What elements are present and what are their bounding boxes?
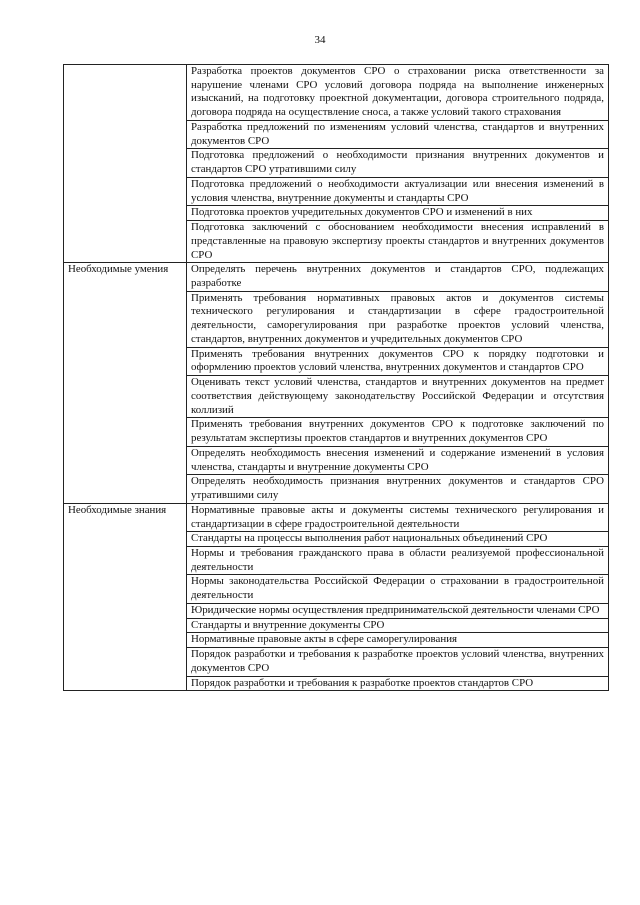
- requirements-table: [63, 64, 609, 691]
- section-label-cell: [64, 503, 187, 691]
- requirement-text: Подготовка предложений о необходимости актуализации или внесения изменений в условия членства, внутренние документы и стандарты СРО: [187, 177, 609, 205]
- requirement-text: Применять требования нормативных правовых актов и документов системы технического регулирования и стандартизации в сфере градостроительной деятельности, саморегулирования при разработке проектов условий членства, стандартов, внутренних документов и учредительных документов СРО: [187, 291, 609, 347]
- requirement-text: Подготовка заключений с обоснованием необходимости внесения исправлений в представленные на правовую экспертизу проекты стандартов и внутренних документов СРО: [187, 221, 609, 263]
- requirement-text: Нормативные правовые акты и документы системы технического регулирования и стандартизации в сфере градостроительной деятельности: [187, 503, 609, 531]
- requirement-text: Применять требования внутренних документов СРО к порядку подготовки и оформлению проектов условий членства, внутренних документов и стандартов СРО: [187, 347, 609, 375]
- requirement-text: Нормы и требования гражданского права в области реализуемой профессиональной деятельности: [187, 546, 609, 574]
- requirement-text: Определять перечень внутренних документов и стандартов СРО, подлежащих разработке: [187, 263, 609, 291]
- requirement-text: Разработка проектов документов СРО о страховании риска ответственности за нарушение членами СРО условий договора подряда на выполнение инженерных изысканий, на подготовку проектной документации, договора строительного подряда, договора подряда на осуществление сноса, а также условий такого страхования: [187, 65, 609, 121]
- requirement-text: Стандарты и внутренние документы СРО: [187, 618, 609, 633]
- requirement-text: Разработка предложений по изменениям условий членства, стандартов и внутренних документов СРО: [187, 120, 609, 148]
- section-label: Необходимые умения: [68, 263, 169, 276]
- table-row: [64, 65, 609, 121]
- table-row: [64, 503, 609, 531]
- requirement-text: Стандарты на процессы выполнения работ национальных объединений СРО: [187, 532, 609, 547]
- table-row: [64, 263, 609, 291]
- requirement-text: Подготовка проектов учредительных документов СРО и изменений в них: [187, 206, 609, 221]
- requirement-text: Подготовка предложений о необходимости признания внутренних документов и стандартов СРО утратившими силу: [187, 149, 609, 177]
- section-label-cell: [64, 65, 187, 263]
- requirement-text: Определять необходимость внесения изменений и содержание изменений в условия членства, стандарты и внутренние документы СРО: [187, 446, 609, 474]
- requirement-text: Применять требования внутренних документов СРО к подготовке заключений по результатам экспертизы проектов стандартов и внутренних документов СРО: [187, 418, 609, 446]
- requirement-text: Порядок разработки и требования к разработке проектов условий членства, внутренних документов СРО: [187, 648, 609, 676]
- requirement-text: Нормы законодательства Российской Федерации о страховании в градостроительной деятельности: [187, 575, 609, 603]
- section-label-cell: [64, 263, 187, 503]
- section-label: Необходимые знания: [68, 503, 167, 516]
- requirement-text: Оценивать текст условий членства, стандартов и внутренних документов на предмет соответствия действующему законодательству Российской Федерации и отсутствия коллизий: [187, 376, 609, 418]
- requirement-text: Нормативные правовые акты в сфере саморегулирования: [187, 633, 609, 648]
- requirement-text: Порядок разработки и требования к разработке проектов стандартов СРО: [187, 676, 609, 691]
- requirement-text: Определять необходимость признания внутренних документов и стандартов СРО утратившими силу: [187, 475, 609, 503]
- requirement-text: Юридические нормы осуществления предпринимательской деятельности членами СРО: [187, 603, 609, 618]
- page-number: 34: [314, 34, 326, 46]
